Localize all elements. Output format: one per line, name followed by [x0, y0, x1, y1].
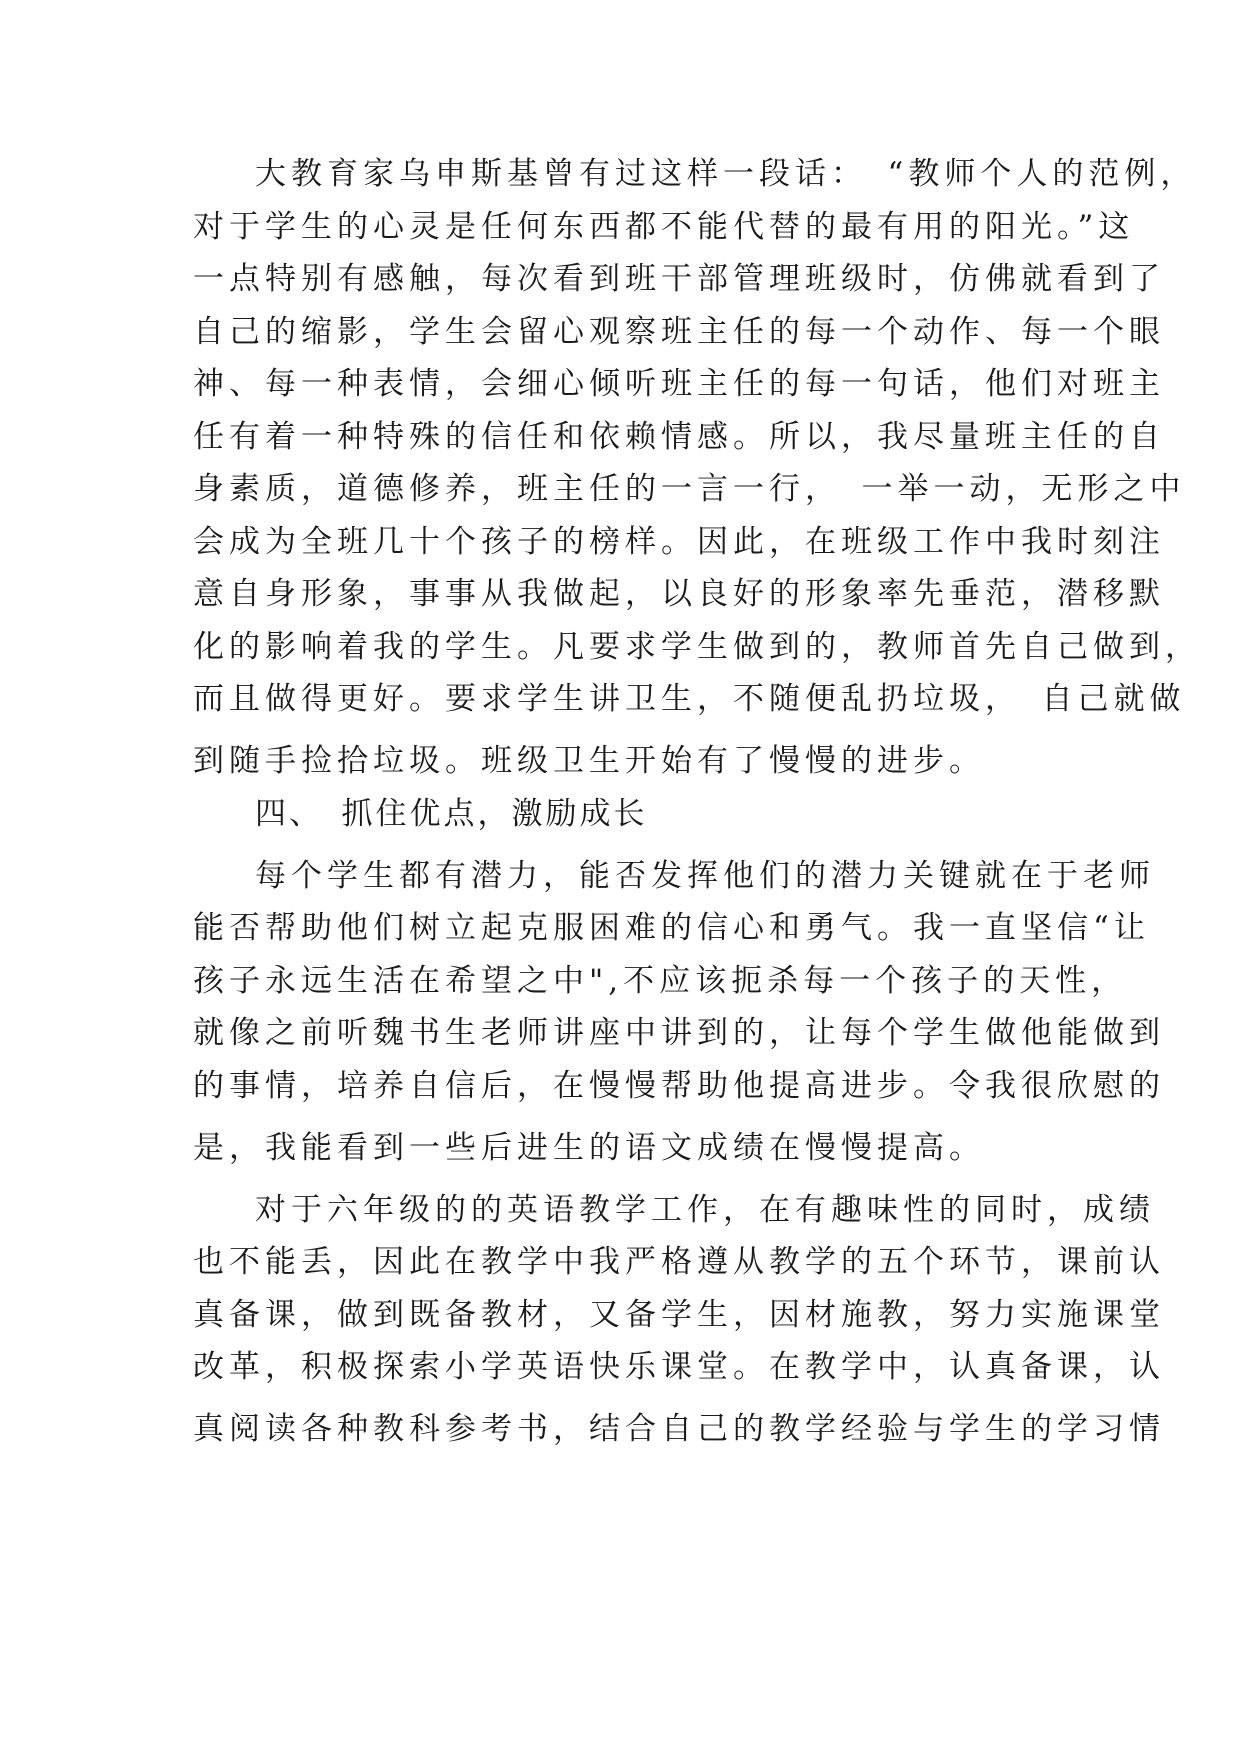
paragraph-student-potential [193, 850, 1165, 1184]
text-line: 改革，积极探索小学英语快乐课堂。在教学中，认真备课，认 [193, 1349, 1165, 1385]
document-body [193, 148, 1201, 1456]
section-heading [193, 788, 1053, 850]
text-line: 神、每一种表情，会细心倾听班主任的每一句话，他们对班主 [193, 366, 1165, 402]
paragraph-english-teaching [193, 1184, 1165, 1456]
text-line: 而且做得更好。要求学生讲卫生，不随便乱扔垃圾， 自己就做 [193, 681, 1186, 717]
text-line: 就像之前听魏书生老师讲座中讲到的，让每个学生做他能做到 [193, 1015, 1165, 1051]
text-line: 自己的缩影，学生会留心观察班主任的每一个动作、每一个眼 [193, 313, 1165, 350]
text-line: 每个学生都有潜力，能否发挥他们的潜力关键就在于老师 [255, 857, 1155, 894]
text-line: 的事情，培养自信后，在慢慢帮助他提高进步。令我很欣慰的 [193, 1067, 1165, 1104]
section-heading-text: 四、 抓住优点，激励成长 [255, 795, 648, 832]
text-line: 一点特别有感触，每次看到班干部管理班级时，仿佛就看到了 [193, 261, 1165, 297]
text-line: 孩子永远生活在希望之中",不应该扼杀每一个孩子的天性， [193, 962, 1128, 999]
text-line: 真备课，做到既备教材，又备学生，因材施教，努力实施课堂 [193, 1296, 1165, 1333]
text-line: 会成为全班几十个孩子的榜样。因此，在班级工作中我时刻注 [193, 523, 1165, 560]
text-line: 对于六年级的的英语教学工作，在有趣味性的同时，成绩 [255, 1191, 1155, 1228]
text-line: 大教育家乌申斯基曾有过这样一段话： “教师个人的范例， [255, 156, 1197, 192]
text-line: 真阅读各种教科参考书，结合自己的教学经验与学生的学习情 [193, 1411, 1165, 1447]
text-line: 任有着一种特殊的信任和依赖情感。所以，我尽量班主任的自 [193, 418, 1165, 455]
text-line: 对于学生的心灵是任何东西都不能代替的最有用的阳光。”这 [193, 208, 1135, 245]
text-line: 意自身形象，事事从我做起，以良好的形象率先垂范，潜移默 [193, 576, 1165, 612]
text-line: 到随手捡拾垃圾。班级卫生开始有了慢慢的进步。 [193, 743, 985, 779]
text-line: 能否帮助他们树立起克服困难的信心和勇气。我一直坚信“让 [193, 910, 1150, 946]
text-line: 是，我能看到一些后进生的语文成绩在慢慢提高。 [193, 1129, 985, 1166]
paragraph-teacher-example [193, 148, 1201, 788]
text-line: 化的影响着我的学生。凡要求学生做到的，教师首先自己做到， [193, 628, 1201, 665]
text-line: 身素质，道德修养，班主任的一言一行， 一举一动，无形之中 [193, 471, 1186, 507]
text-line: 也不能丢，因此在教学中我严格遵从教学的五个环节，课前认 [193, 1244, 1165, 1280]
